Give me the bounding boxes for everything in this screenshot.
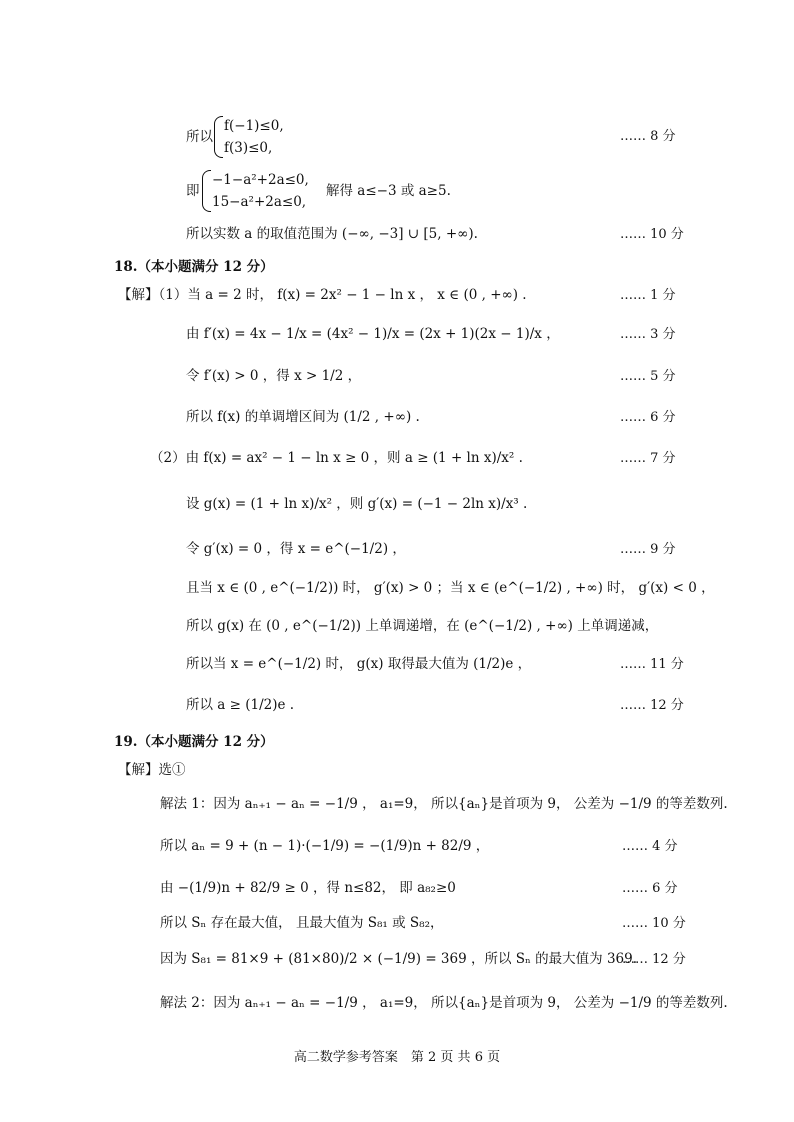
q18-line-1: 【解】（1）当 a = 2 时， f(x) = 2x² − 1 − ln x ， x ∈ (0 , +∞) . bbox=[118, 287, 527, 303]
q18-line-7: 令 g′(x) = 0 ，得 x = e^(−1/2) ， bbox=[186, 541, 406, 557]
q19-line-7: 解法 2：因为 aₙ₊₁ − aₙ = −1/9 ， a₁=9， 所以{aₙ}是首项为 9， 公差为 −1/9 的等差数列. bbox=[160, 995, 728, 1011]
q19-line-2: 解法 1：因为 aₙ₊₁ − aₙ = −1/9 ， a₁=9， 所以{aₙ}是首项为 9， 公差为 −1/9 的等差数列. bbox=[160, 796, 728, 812]
q17-points-8: …… 8 分 bbox=[620, 129, 676, 144]
q19-points-12: …… 12 分 bbox=[622, 952, 686, 967]
q18-points-11: …… 11 分 bbox=[620, 657, 684, 672]
q19-points-6: …… 6 分 bbox=[622, 881, 678, 896]
q18-points-3: …… 3 分 bbox=[620, 327, 676, 342]
q17-system-1 bbox=[186, 116, 326, 158]
q17-system-1-row-1: f(−1)≤0, bbox=[224, 118, 284, 134]
q18-line-4: 所以 f(x) 的单调增区间为 (1/2 , +∞) . bbox=[186, 409, 420, 425]
q18-title: 18.（本小题满分 12 分） bbox=[114, 259, 274, 275]
q18-line-3: 令 f′(x) > 0 ，得 x > 1/2 ， bbox=[186, 368, 362, 384]
q18-points-7: …… 7 分 bbox=[620, 451, 676, 466]
q18-points-1: …… 1 分 bbox=[620, 288, 676, 303]
q19-line-6: 因为 S₈₁ = 81×9 + (81×80)/2 × (−1/9) = 369 ，所以 Sₙ 的最大值为 369. bbox=[160, 951, 638, 967]
q19-line-3: 所以 aₙ = 9 + (n − 1)·(−1/9) = −(1/9)n + 82/9 ， bbox=[160, 838, 490, 854]
q18-line-11: 所以 a ≥ (1/2)e . bbox=[186, 697, 295, 713]
q17-system-1-row-2: f(3)≤0, bbox=[224, 140, 273, 156]
q19-line-5: 所以 Sₙ 存在最大值， 且最大值为 S₈₁ 或 S₈₂， bbox=[160, 915, 444, 931]
q18-line-6: 设 g(x) = (1 + ln x)/x² ，则 g′(x) = (−1 − 2ln x)/x³ . bbox=[186, 496, 528, 512]
brace-icon bbox=[214, 116, 223, 158]
q18-line-9: 所以 g(x) 在 (0 , e^(−1/2)) 上单调递增，在 (e^(−1/2) , +∞) 上单调递减， bbox=[186, 618, 659, 634]
q17-system-1-prefix: 所以 bbox=[186, 129, 213, 145]
q18-line-8: 且当 x ∈ (0 , e^(−1/2)) 时， g′(x) > 0 ；当 x ∈ (e^(−1/2) , +∞) 时， g′(x) < 0 ， bbox=[186, 580, 715, 596]
q19-line-1: 【解】选① bbox=[118, 762, 186, 778]
q18-points-6: …… 6 分 bbox=[620, 410, 676, 425]
q17-system-2-row-2: 15−a²+2a≤0, bbox=[212, 194, 307, 210]
q18-points-9: …… 9 分 bbox=[620, 542, 676, 557]
q17-system-2 bbox=[186, 170, 486, 212]
q17-system-2-prefix: 即 bbox=[186, 183, 200, 199]
q17-system-2-solution: 解得 a≤−3 或 a≥5. bbox=[326, 183, 451, 199]
q18-points-12: …… 12 分 bbox=[620, 698, 684, 713]
q19-title: 19.（本小题满分 12 分） bbox=[114, 734, 274, 750]
q19-line-4: 由 −(1/9)n + 82/9 ≥ 0 ，得 n≤82， 即 a₈₂≥0 bbox=[160, 880, 456, 896]
q19-points-10: …… 10 分 bbox=[622, 916, 686, 931]
q18-line-10: 所以当 x = e^(−1/2) 时， g(x) 取得最大值为 (1/2)e ， bbox=[186, 656, 532, 672]
q18-line-2: 由 f′(x) = 4x − 1/x = (4x² − 1)/x = (2x + 1)(2x − 1)/x ， bbox=[186, 326, 560, 342]
page-footer: 高二数学参考答案 第 2 页 共 6 页 bbox=[293, 1050, 501, 1065]
q18-points-5: …… 5 分 bbox=[620, 369, 676, 384]
q17-conclusion: 所以实数 a 的取值范围为 (−∞, −3] ∪ [5, +∞). bbox=[186, 226, 478, 242]
brace-icon bbox=[202, 170, 211, 212]
q17-points-10: …… 10 分 bbox=[620, 227, 684, 242]
q18-line-5: （2）由 f(x) = ax² − 1 − ln x ≥ 0 ，则 a ≥ (1 + ln x)/x² . bbox=[150, 450, 523, 466]
q17-system-2-row-1: −1−a²+2a≤0, bbox=[212, 172, 309, 188]
q19-points-4: …… 4 分 bbox=[622, 839, 678, 854]
